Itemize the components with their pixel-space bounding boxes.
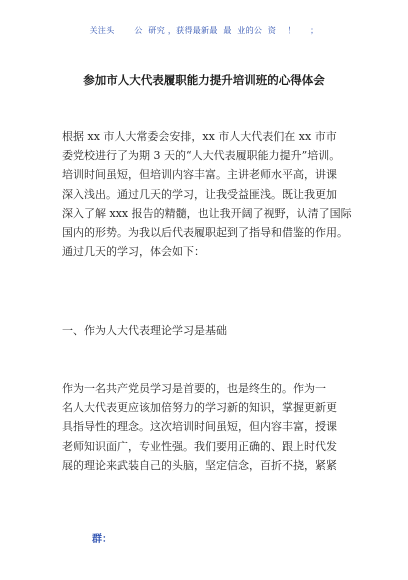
paragraph-line: 展的理论来武装自己的头脑，坚定信念，百折不挠，紧紧	[62, 458, 337, 472]
paragraph-line: 根据 xx 市人大常委会安排，xx 市人大代表们在 xx 市市	[62, 130, 337, 143]
paragraph-line: 国内的形势。为我以后代表履职起到了指导和借鉴的作用。	[62, 226, 348, 240]
intro-paragraph	[62, 127, 352, 261]
section-heading: 一、作为人大代表理论学习是基础	[62, 324, 227, 337]
paragraph-line: 深入浅出。通过几天的学习，让我受益匪浅。既让我更加	[62, 187, 337, 201]
paragraph-line: 通过几天的学习，体会如下：	[62, 245, 205, 259]
section-paragraph	[62, 379, 352, 475]
paragraph-line: 老师知识面广，专业性强。我们要用正确的、跟上时代发	[62, 439, 337, 453]
top-banner: 关注头 公 研究 ，获得最新最 最 业的公 资 ！ ；	[89, 26, 319, 35]
document-title: 参加市人大代表履职能力提升培训班的心得体会	[83, 73, 325, 87]
paragraph-line: 名人大代表更应该加倍努力的学习新的知识，掌握更新更	[62, 401, 337, 415]
paragraph-line: 具指导性的理念。这次培训时间虽短，但内容丰富，授课	[62, 420, 337, 434]
footer-group-label: 群：	[92, 534, 112, 545]
paragraph-line: 培训时间虽短，但培训内容丰富。主讲老师水平高，讲课	[62, 168, 337, 182]
paragraph-line: 作为一名共产党员学习是首要的，也是终生的。作为一	[62, 382, 326, 395]
paragraph-line: 委党校进行了为期 3 天的“人大代表履职能力提升”培训。	[62, 149, 341, 163]
paragraph-line: 深入了解 xxx 报告的精髓，也让我开阔了视野，认清了国际	[62, 206, 352, 220]
